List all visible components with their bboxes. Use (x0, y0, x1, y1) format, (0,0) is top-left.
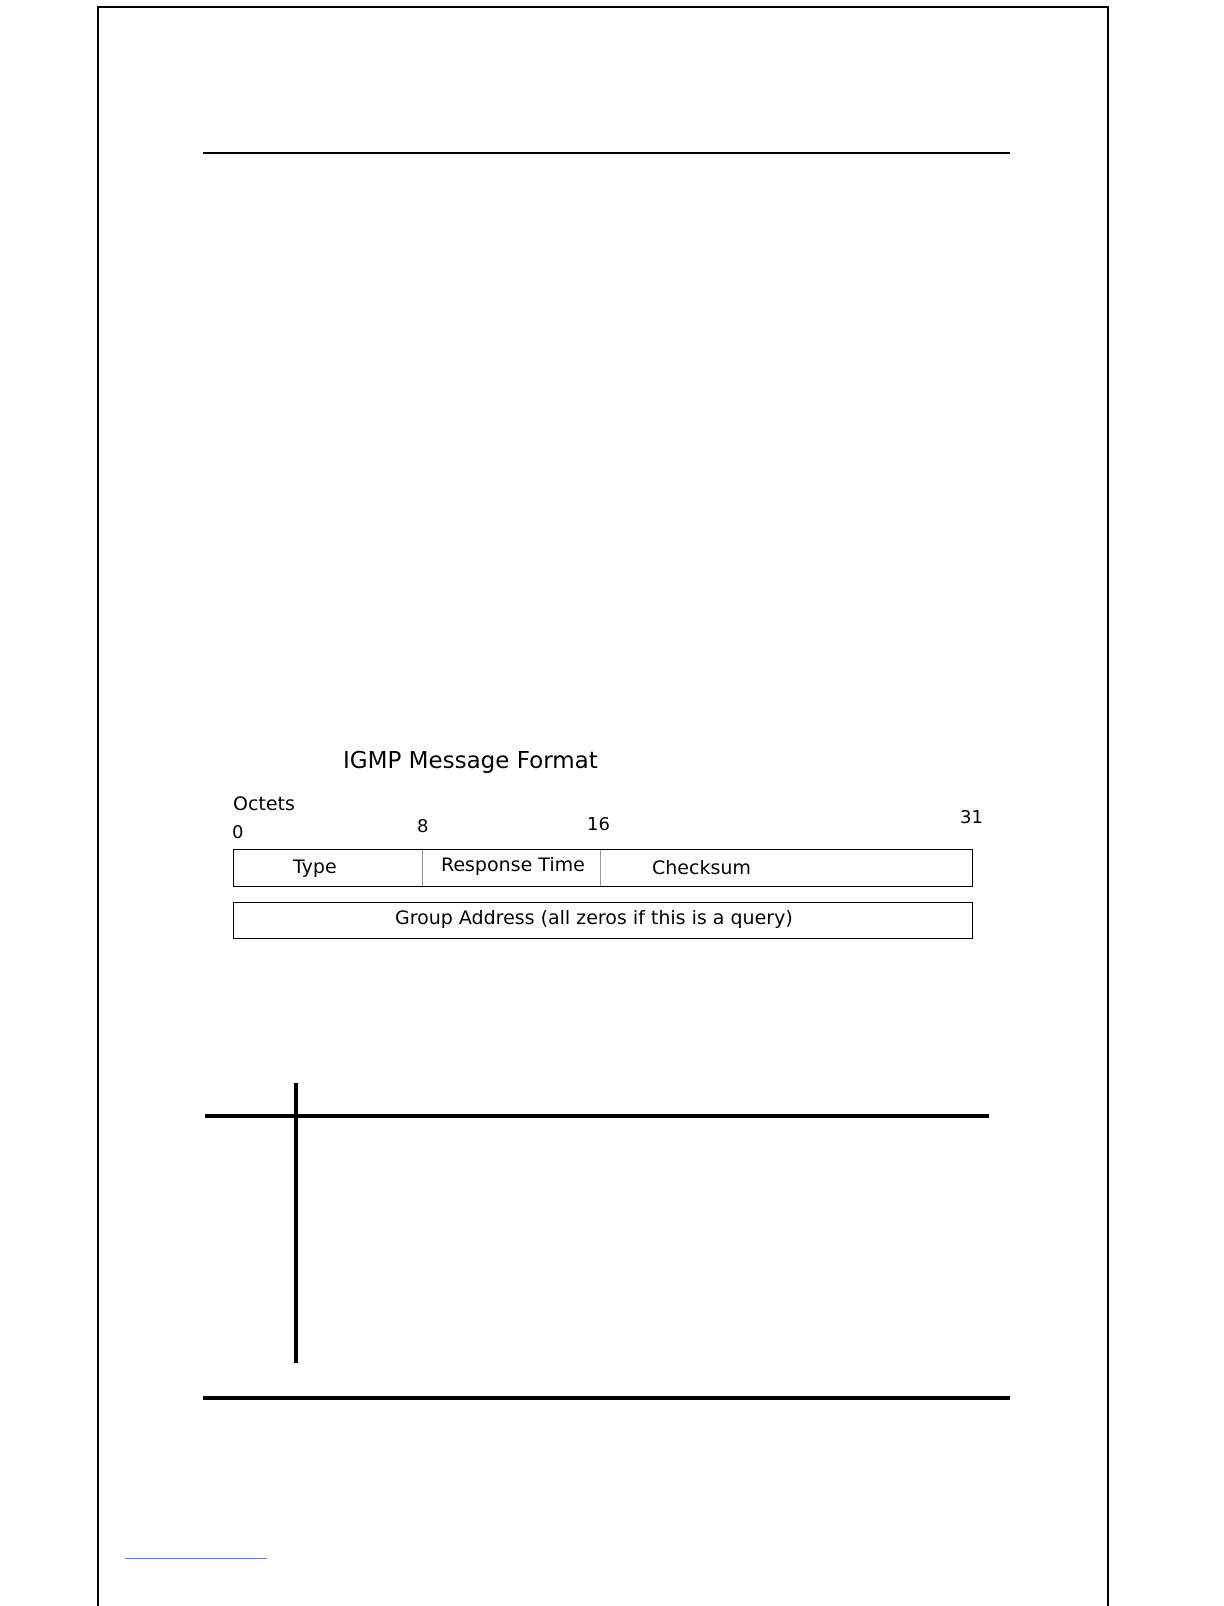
octets-label: Octets (233, 793, 295, 815)
bit-marker-8: 8 (417, 816, 429, 837)
field-response-time: Response Time (441, 854, 585, 876)
table-header-rule (205, 1114, 989, 1118)
bit-marker-16: 16 (587, 814, 610, 835)
field-divider (422, 850, 423, 886)
table-column-rule (294, 1083, 298, 1363)
field-group-address: Group Address (all zeros if this is a query) (395, 907, 793, 929)
group-address-row (233, 902, 973, 939)
header-fields-row (233, 849, 973, 887)
diagram-title: IGMP Message Format (343, 748, 598, 774)
field-divider (600, 850, 601, 886)
footnote-separator (125, 1558, 267, 1559)
field-type: Type (293, 856, 337, 878)
bit-marker-31: 31 (960, 807, 983, 828)
bit-marker-0: 0 (232, 822, 244, 843)
footer-rule (203, 1396, 1010, 1400)
header-rule (203, 152, 1010, 154)
field-checksum: Checksum (652, 857, 751, 879)
